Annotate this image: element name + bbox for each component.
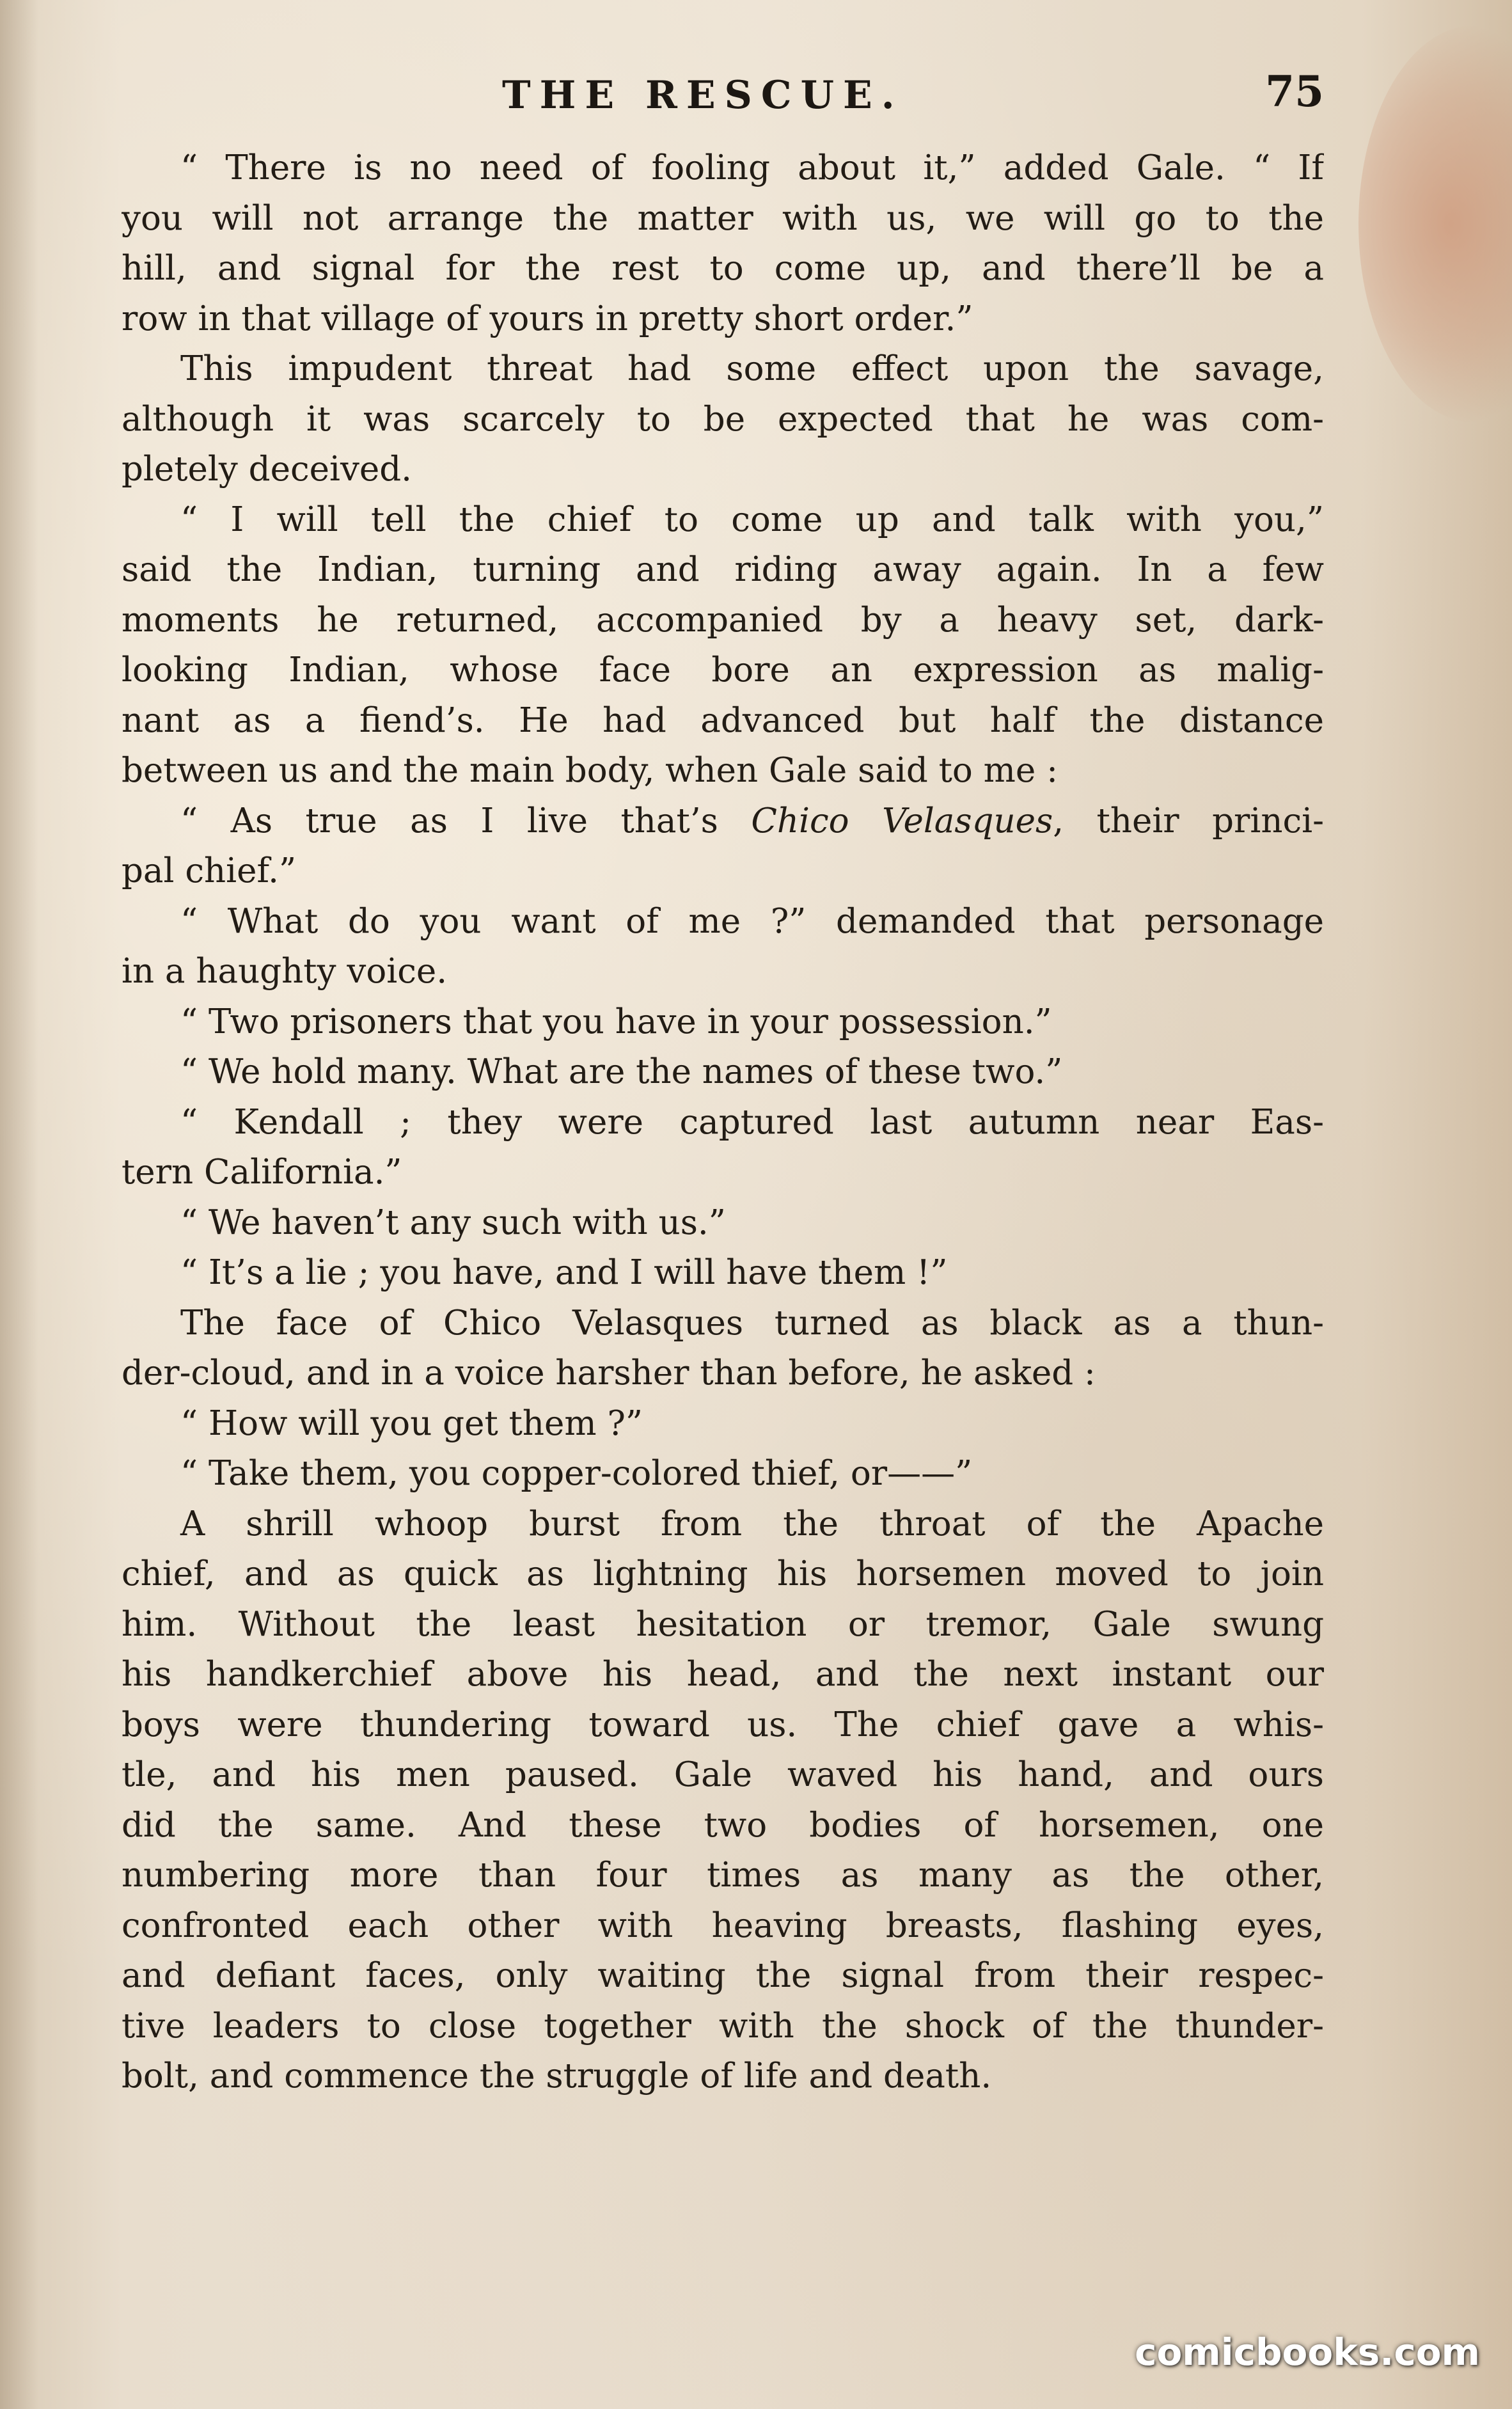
text-line: A shrill whoop burst from the throat of the Apache xyxy=(180,1504,1324,1544)
text-line: “ We haven’t any such with us.” xyxy=(180,1203,726,1242)
text-line: tive leaders to close together with the shock of the thunder- xyxy=(122,2006,1324,2046)
text-line: nant as a fiend’s. He had advanced but half the distance xyxy=(122,700,1324,740)
text-line: row in that village of yours in pretty short order.” xyxy=(122,299,973,338)
text-line: him. Without the least hesitation or tremor, Gale swung xyxy=(122,1604,1324,1644)
text-line: and defiant faces, only waiting the signal from their respec- xyxy=(122,1956,1324,1995)
text-line: The face of Chico Velasques turned as black as a thun- xyxy=(180,1303,1324,1343)
page-header xyxy=(122,67,1324,124)
text-line: between us and the main body, when Gale said to me : xyxy=(122,751,1058,790)
text-line: “ How will you get them ?” xyxy=(180,1403,643,1443)
text-line: “ There is no need of fooling about it,” added Gale. “ If xyxy=(180,148,1324,187)
page-edge-shadow xyxy=(0,0,38,2409)
text-line: “ It’s a lie ; you have, and I will have them !” xyxy=(180,1253,948,1292)
italic-name: Chico Velasques xyxy=(751,801,1053,841)
text-line: hill, and signal for the rest to come up, and there’ll be a xyxy=(122,249,1324,288)
text-line: der-cloud, and in a voice harsher than before, he asked : xyxy=(122,1354,1096,1393)
body-text xyxy=(122,143,1324,2102)
text-line: you will not arrange the matter with us, we will go to the xyxy=(122,198,1324,238)
text-line: “ I will tell the chief to come up and talk with you,” xyxy=(180,500,1324,539)
text-line: although it was scarcely to be expected that he was com- xyxy=(122,399,1324,439)
text-line: chief, and as quick as lightning his horsemen moved to join xyxy=(122,1554,1324,1593)
text-line: in a haughty voice. xyxy=(122,952,448,991)
text-line: pletely deceived. xyxy=(122,450,413,489)
running-head: THE RESCUE. xyxy=(502,73,904,118)
watermark: comicbooks.com xyxy=(1135,2330,1480,2374)
text-line: numbering more than four times as many as the other, xyxy=(122,1856,1324,1895)
text-line: “ Take them, you copper-colored thief, or——” xyxy=(180,1454,973,1493)
text-line: tle, and his men paused. Gale waved his hand, and ours xyxy=(122,1755,1324,1794)
text-line: “ What do you want of me ?” demanded that personage xyxy=(180,901,1324,941)
text-line: said the Indian, turning and riding away again. In a few xyxy=(122,550,1324,589)
text-line: This impudent threat had some effect upon the savage, xyxy=(180,349,1324,388)
text-line: “ As true as I live that’s Chico Velasques, their princi- xyxy=(180,801,1324,841)
text-line: bolt, and commence the struggle of life and death. xyxy=(122,2057,992,2096)
page-stain xyxy=(1358,26,1512,422)
text-line: “ Kendall ; they were captured last autumn near Eas- xyxy=(180,1102,1324,1142)
text-line: tern California.” xyxy=(122,1153,402,1192)
text-line: confronted each other with heaving breasts, flashing eyes, xyxy=(122,1906,1324,1945)
text-line: his handkerchief above his head, and the next instant our xyxy=(122,1655,1324,1694)
text-line: looking Indian, whose face bore an expression as malig- xyxy=(122,651,1324,690)
text-line: boys were thundering toward us. The chief gave a whis- xyxy=(122,1705,1324,1744)
text-line: did the same. And these two bodies of horsemen, one xyxy=(122,1805,1324,1845)
text-line: moments he returned, accompanied by a heavy set, dark- xyxy=(122,600,1324,640)
text-line: “ Two prisoners that you have in your possession.” xyxy=(180,1002,1052,1041)
page-number: 75 xyxy=(1265,67,1324,116)
text-line: “ We hold many. What are the names of these two.” xyxy=(180,1052,1063,1091)
text-line: pal chief.” xyxy=(122,851,297,890)
